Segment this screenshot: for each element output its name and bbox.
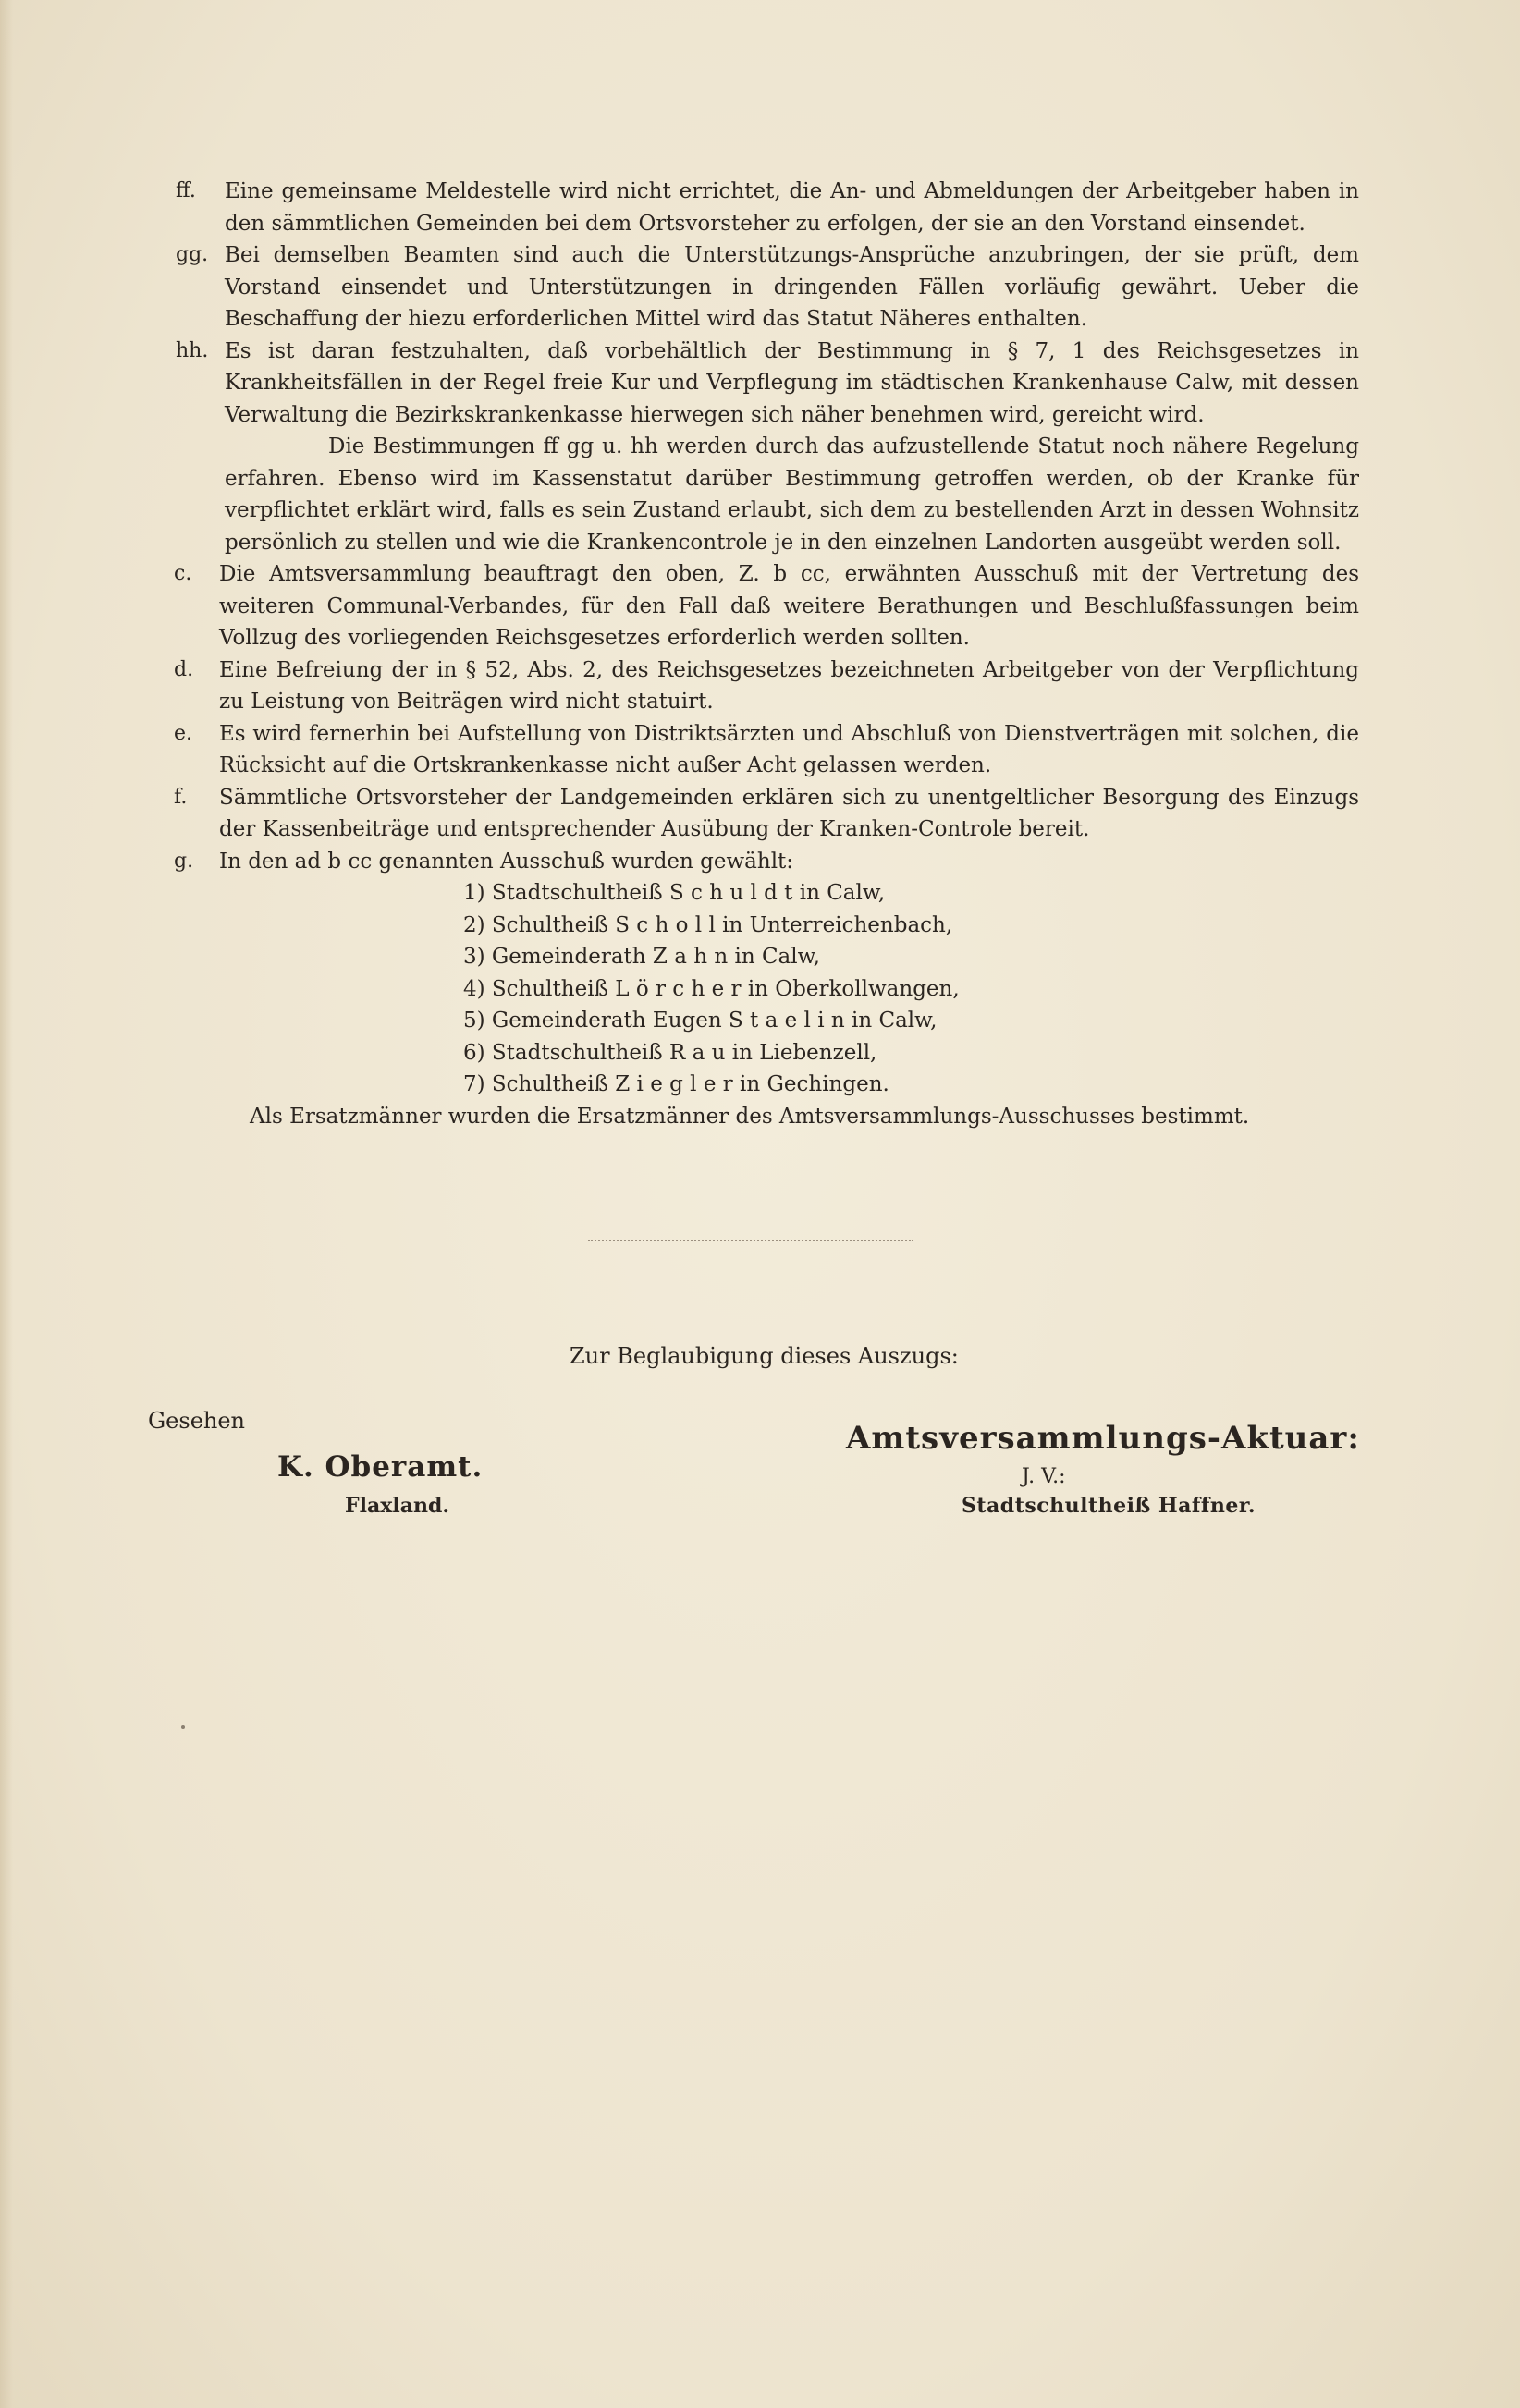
item-marker: d.	[174, 657, 194, 681]
member-entry: 5) Gemeinderath Eugen S t a e l i n in Calw,	[463, 1008, 938, 1033]
list-item-d	[176, 654, 1359, 718]
item-text: Eine gemeinsame Meldestelle wird nicht errichtet, die An- und Abmeldungen der Arbeitgeber haben in den sämmtlichen Gemeinden bei dem Ortsvorsteher zu erfolgen, der sie an den Vorstand einsendet.	[225, 179, 1359, 236]
document-body	[176, 176, 1359, 1132]
attestation-heading: Zur Beglaubigung dieses Auszugs:	[570, 1343, 959, 1369]
member-entry: 3) Gemeinderath Z a h n in Calw,	[463, 945, 820, 969]
deputy-abbreviation: J. V.:	[1022, 1465, 1066, 1488]
paper-speck	[181, 1725, 185, 1729]
item-marker: e.	[174, 721, 193, 745]
actuary-title: Amtsversammlungs-Aktuar:	[846, 1420, 1360, 1457]
list-item-e	[176, 718, 1359, 782]
district-office-signatory: Flaxland.	[345, 1494, 449, 1518]
list-item-g	[176, 846, 1359, 878]
closing-sentence: Als Ersatzmänner wurden die Ersatzmänner des Amtsversammlungs-Ausschusses bestimmt.	[250, 1104, 1250, 1129]
item-marker: c.	[174, 562, 192, 585]
list-item-hh	[176, 336, 1359, 432]
list-item-c	[176, 558, 1359, 654]
list-item-f	[176, 782, 1359, 846]
regulation-paragraph: Die Bestimmungen ff gg u. hh werden durch das aufzustellende Statut noch nähere Regelung erfahren. Ebenso wird im Kassenstatut darüber Bestimmung getroffen werden, ob der Kranke für verpflichtet erklärt wird, falls es sein Zustand erlaubt, sich dem zu bestellenden Arzt in dessen Wohnsitz persönlich zu stellen und wie die Krankencontrole je in den einzelnen Landorten ausgeübt werden soll.	[225, 434, 1359, 555]
page-edge-shadow	[0, 0, 13, 2408]
item-marker: g.	[174, 849, 194, 873]
item-text: Es wird fernerhin bei Aufstellung von Distriktsärzten und Abschluß von Dienstverträgen mit solchen, die Rücksicht auf die Ortskrankenkasse nicht außer Acht gelassen werden.	[219, 721, 1359, 777]
seen-label: Gesehen	[148, 1408, 246, 1434]
item-text: Es ist daran festzuhalten, daß vorbehältlich der Bestimmung in § 7, 1 des Reichsgesetzes in Krankheitsfällen in der Regel freie Kur und Verpflegung im städtischen Krankenhause Calw, mit dessen Verwaltung die Bezirkskrankenkasse hierwegen sich näher benehmen wird, gereicht wird.	[225, 338, 1359, 427]
member-entry: 1) Stadtschultheiß S c h u l d t in Calw,	[463, 881, 886, 905]
item-text: In den ad b cc genannten Ausschuß wurden gewählt:	[219, 849, 794, 874]
item-marker: f.	[174, 785, 188, 809]
item-marker: hh.	[176, 338, 209, 362]
actuary-signatory: Stadtschultheiß Haffner.	[962, 1494, 1256, 1518]
item-text: Sämmtliche Ortsvorsteher der Landgemeinden erklären sich zu unentgeltlicher Besorgung des Einzugs der Kassenbeiträge und entsprechender Ausübung der Kranken-Controle bereit.	[219, 785, 1359, 841]
committee-members-list	[463, 877, 1359, 1101]
item-marker: gg.	[176, 243, 209, 266]
item-text: Bei demselben Beamten sind auch die Unterstützungs-Ansprüche anzubringen, der sie prüft, dem Vorstand einsendet und Unterstützungen in dringenden Fällen vorläufig gewährt. Ueber die Beschaffung der hiezu erforderlichen Mittel wird das Statut Näheres enthalten.	[225, 243, 1359, 331]
district-office-title: K. Oberamt.	[277, 1450, 484, 1484]
item-text: Die Amtsversammlung beauftragt den oben, Z. b cc, erwähnten Ausschuß mit der Vertretung des weiteren Communal-Verbandes, für den Fall daß weitere Berathungen und Beschlußfassungen beim Vollzug des vorliegenden Reichsgesetzes erforderlich werden sollten.	[219, 562, 1359, 650]
member-entry: 7) Schultheiß Z i e g l e r in Gechingen.	[463, 1072, 889, 1096]
item-text: Eine Befreiung der in § 52, Abs. 2, des Reichsgesetzes bezeichneten Arbeitgeber von der Verpflichtung zu Leistung von Beiträgen wird nicht statuirt.	[219, 657, 1359, 714]
member-entry: 2) Schultheiß S c h o l l in Unterreichenbach,	[463, 912, 953, 937]
member-entry: 4) Schultheiß L ö r c h e r in Oberkollwangen,	[463, 976, 960, 1001]
item-marker: ff.	[176, 179, 196, 202]
member-entry: 6) Stadtschultheiß R a u in Liebenzell,	[463, 1040, 877, 1065]
list-item-gg	[176, 239, 1359, 336]
list-item-ff	[176, 176, 1359, 239]
dotted-divider	[588, 1240, 913, 1241]
